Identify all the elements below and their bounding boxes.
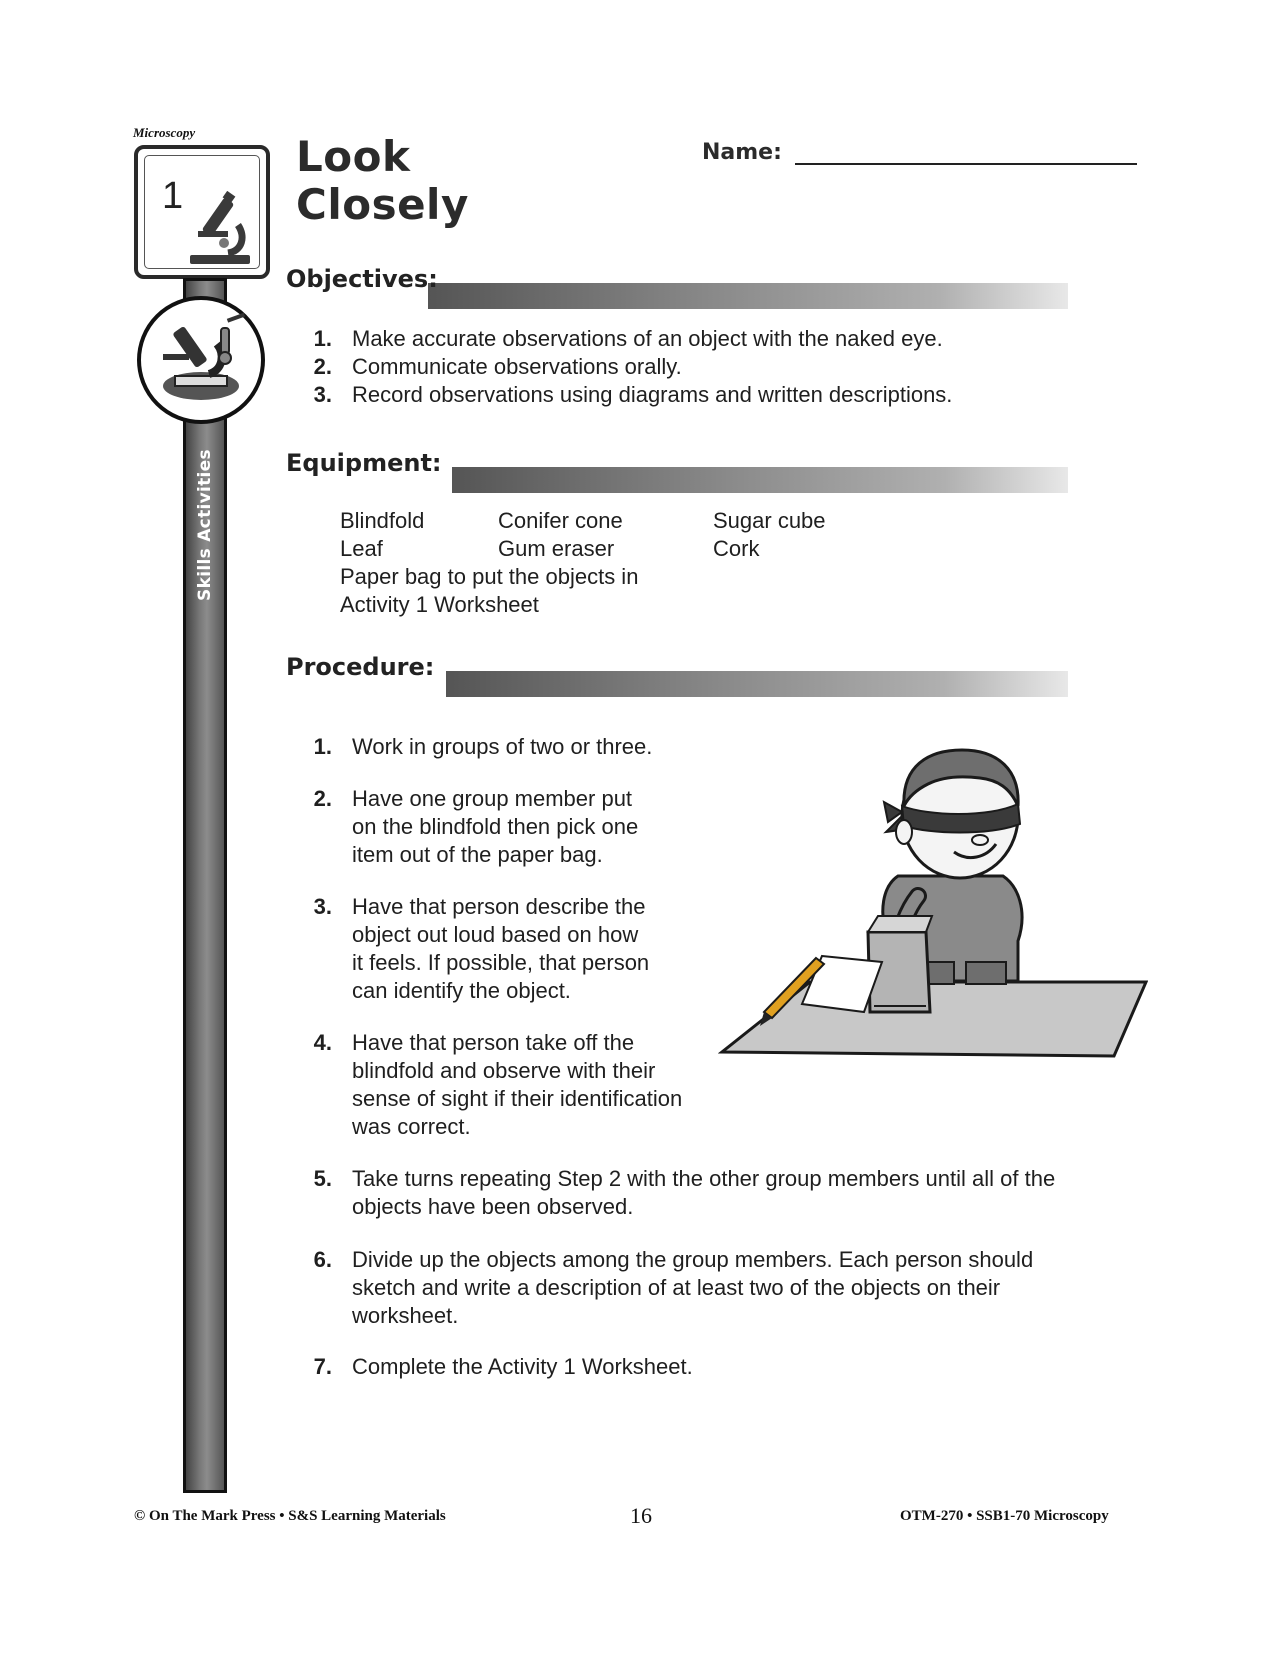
footer-copyright: © On The Mark Press • S&S Learning Materials (134, 1508, 446, 1524)
equipment-item: Cork (713, 536, 760, 561)
equipment-heading: Equipment: (286, 449, 442, 477)
procedure-list: 1. Work in groups of two or three. 2. Have one group member put on the blindfold then pick one item out of the paper bag. 3. Have that person describe the object out loud based on how it feels. If possible, that person can identify the object. 4. Have that person take off the blindfold and observe with their sense of sight if their identification was correct. 5. Take turns repeating Step 2 with the other group members until all of the objects have been observed. 6. Divide up the objects among the group members. Each person should sketch and write a description of at least two of the objects on their worksheet. 7. Complete the Activity 1 Worksheet. (313, 734, 1056, 1379)
equipment-col-2 (498, 507, 623, 563)
equipment-item: Leaf (340, 536, 383, 561)
equipment-item: Blindfold (340, 508, 425, 533)
page-title: Look Closely (296, 132, 469, 229)
equipment-extra (340, 563, 638, 619)
page-number: 16 (630, 1503, 652, 1528)
objectives-heading-bar (428, 283, 1068, 309)
microscope-icon (184, 191, 260, 269)
objectives-list: 1. Make accurate observations of an object with the naked eye. 2. Communicate observations orally. 3. Record observations using diagrams and written descriptions. (313, 326, 953, 407)
equipment-item: Conifer cone (498, 508, 623, 533)
equipment-heading-bar (452, 467, 1068, 493)
lab-equipment-icon (145, 304, 257, 416)
equipment-col-3 (713, 507, 826, 563)
name-label: Name: (702, 140, 782, 165)
equipment-item: Paper bag to put the objects in (340, 564, 639, 589)
equipment-item: Activity 1 Worksheet (340, 592, 539, 617)
topic-label: Microscopy (133, 125, 196, 140)
equipment-item: Gum eraser (498, 536, 615, 561)
lab-equipment-medallion (137, 296, 265, 424)
activity-number-box (134, 145, 270, 279)
activity-number: 1 (162, 175, 184, 217)
procedure-heading: Procedure: (286, 653, 435, 681)
footer-product-code: OTM-270 • SSB1-70 Microscopy (900, 1508, 1109, 1524)
sidebar-label: Skills Activities (195, 449, 215, 601)
procedure-heading-bar (446, 671, 1068, 697)
equipment-item: Sugar cube (713, 508, 826, 533)
name-line (795, 163, 1137, 165)
blindfolded-child-illustration (718, 736, 1148, 1062)
equipment-col-1 (340, 507, 424, 563)
objectives-heading: Objectives: (286, 265, 438, 293)
